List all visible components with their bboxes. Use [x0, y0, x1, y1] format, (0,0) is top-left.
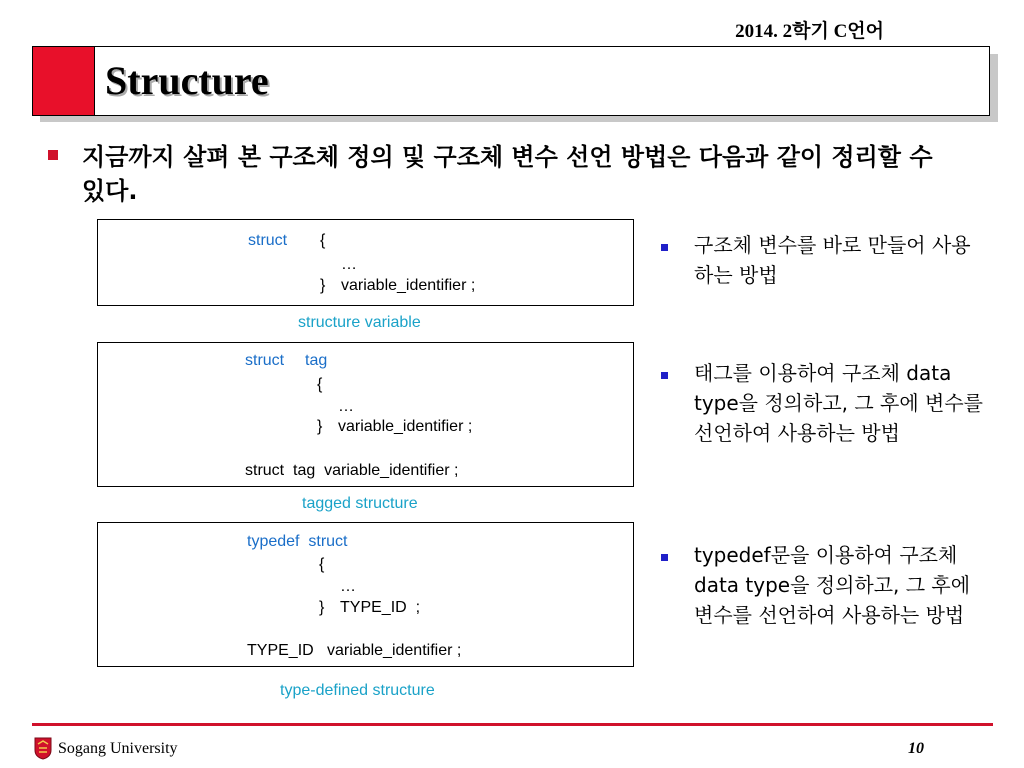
side-note-tagged-structure: 태그를 이용하여 구조체 data type을 정의하고, 그 후에 변수를 선언하여 사용하는 방법: [694, 361, 983, 445]
title-bar: [32, 46, 990, 116]
code-identifier: TYPE_ID ;: [340, 599, 421, 616]
caption-structure-variable: structure variable: [298, 314, 421, 331]
code-keyword: typedef struct: [247, 533, 348, 550]
code-declaration: TYPE_ID variable_identifier ;: [247, 642, 462, 659]
main-bullet-text: 지금까지 살펴 본 구조체 정의 및 구조체 변수 선언 방법은 다음과 같이 정리할 수 있다.: [82, 143, 933, 205]
main-bullet-marker: [48, 150, 58, 160]
slide-title: Structure: [105, 58, 269, 103]
code-identifier: variable_identifier ;: [338, 418, 473, 435]
code-ellipsis: …: [338, 398, 354, 415]
code-open-brace: {: [317, 376, 323, 393]
title-red-block: [33, 47, 95, 115]
code-close-brace: }: [319, 599, 325, 616]
code-close-brace: }: [317, 418, 323, 435]
code-tag: tag: [305, 352, 328, 369]
code-open-brace: {: [319, 556, 325, 573]
page-number: 10: [908, 740, 924, 757]
code-close-brace: }: [320, 277, 326, 294]
code-keyword: struct: [245, 352, 285, 369]
code-box-tagged-structure: [97, 342, 634, 487]
course-label: 2014. 2학기 C언어: [735, 21, 884, 42]
caption-tagged-structure: tagged structure: [302, 495, 418, 512]
side-bullet-marker: [661, 372, 668, 379]
code-open-brace: {: [320, 232, 326, 249]
footer-divider: [32, 723, 993, 726]
side-note-type-defined-structure: typedef문을 이용하여 구조체 data type을 정의하고, 그 후에 변수를 선언하여 사용하는 방법: [694, 543, 971, 627]
code-box-type-defined-structure: [97, 522, 634, 667]
code-box-structure-variable: [97, 219, 634, 306]
side-bullet-marker: [661, 554, 668, 561]
code-identifier: variable_identifier ;: [341, 277, 476, 294]
caption-type-defined-structure: type-defined structure: [280, 682, 435, 699]
footer-university: Sogang University: [58, 740, 178, 757]
side-note-structure-variable: 구조체 변수를 바로 만들어 사용하는 방법: [694, 233, 971, 287]
university-crest-icon: [34, 736, 52, 760]
side-bullet-marker: [661, 244, 668, 251]
code-ellipsis: …: [340, 578, 356, 595]
code-declaration: struct tag variable_identifier ;: [245, 462, 459, 479]
code-ellipsis: …: [341, 256, 357, 273]
code-keyword: struct: [248, 232, 288, 249]
